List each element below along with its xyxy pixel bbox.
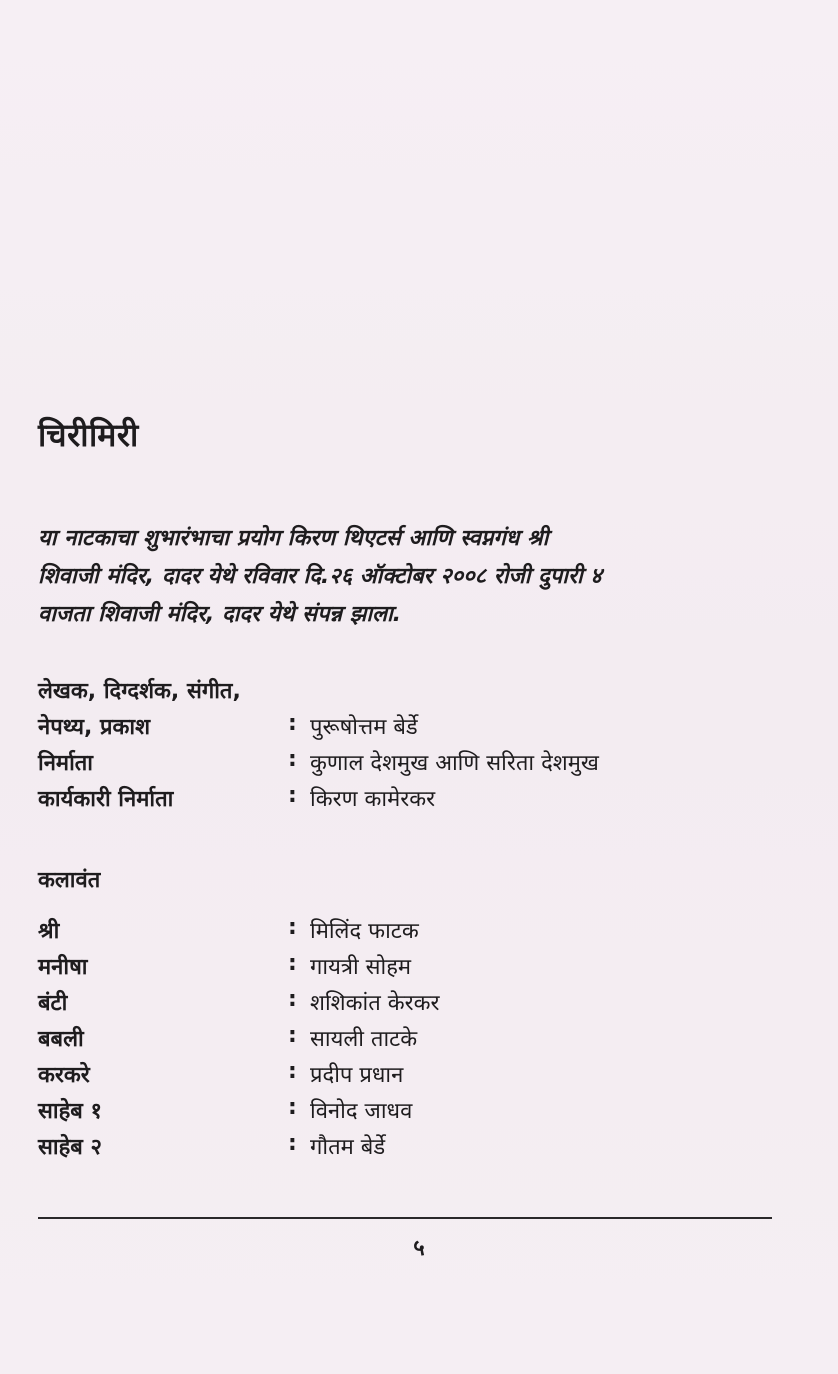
- premiere-note-line: शिवाजी मंदिर, दादर येथे रविवार दि.२६ ऑक्टोबर २००८ रोजी दुपारी ४: [38, 564, 602, 589]
- cast-role: मनीषा: [38, 955, 88, 980]
- cast-colon: :: [288, 987, 297, 1012]
- cast-heading: कलावंत: [38, 868, 101, 893]
- cast-colon: :: [288, 1095, 297, 1120]
- cast-colon: :: [288, 1059, 297, 1084]
- credit-colon: :: [288, 747, 297, 772]
- premiere-note-line: या नाटकाचा शुभारंभाचा प्रयोग किरण थिएटर्स आणि स्वप्नगंध श्री: [38, 526, 549, 551]
- cast-role: श्री: [38, 919, 60, 944]
- cast-row: [38, 915, 778, 951]
- cast-row: [38, 951, 778, 987]
- cast-row: [38, 1131, 778, 1167]
- credit-row: [38, 675, 778, 711]
- cast-row: [38, 1095, 778, 1131]
- credit-name: किरण कामेरकर: [310, 787, 436, 812]
- cast-actor: प्रदीप प्रधान: [310, 1063, 404, 1088]
- cast-role: बबली: [38, 1027, 84, 1052]
- credit-row: [38, 747, 778, 783]
- page-number: ५: [413, 1236, 425, 1261]
- credit-name: पुरूषोत्तम बेर्डे: [310, 715, 418, 740]
- credit-row: [38, 783, 778, 819]
- cast-colon: :: [288, 951, 297, 976]
- credit-role: लेखक, दिग्दर्शक, संगीत,: [38, 679, 241, 704]
- cast-role: साहेब १: [38, 1099, 102, 1124]
- credit-role: नेपथ्य, प्रकाश: [38, 715, 151, 740]
- cast-actor: गायत्री सोहम: [310, 955, 412, 980]
- credit-row: [38, 711, 778, 747]
- cast-colon: :: [288, 1023, 297, 1048]
- cast-row: [38, 987, 778, 1023]
- cast-row: [38, 1059, 778, 1095]
- credit-role: निर्माता: [38, 751, 94, 776]
- cast-colon: :: [288, 915, 297, 940]
- premiere-note: [38, 520, 778, 634]
- cast-colon: :: [288, 1131, 297, 1156]
- cast-actor: मिलिंद फाटक: [310, 919, 419, 944]
- cast-list: [38, 915, 778, 1167]
- credit-colon: :: [288, 783, 297, 808]
- cast-role: करकरे: [38, 1063, 90, 1088]
- cast-actor: सायली ताटके: [310, 1027, 418, 1052]
- cast-role: बंटी: [38, 991, 68, 1016]
- cast-actor: विनोद जाधव: [310, 1099, 413, 1124]
- credit-colon: :: [288, 711, 297, 736]
- footer-divider: [38, 1217, 772, 1219]
- play-title: चिरीमिरी: [38, 416, 139, 454]
- premiere-note-line: वाजता शिवाजी मंदिर, दादर येथे संपन्न झाला.: [38, 602, 402, 627]
- credit-name: कुणाल देशमुख आणि सरिता देशमुख: [310, 751, 599, 776]
- credits-list: [38, 675, 778, 819]
- cast-actor: शशिकांत केरकर: [310, 991, 440, 1016]
- cast-actor: गौतम बेर्डे: [310, 1135, 386, 1160]
- credit-role: कार्यकारी निर्माता: [38, 787, 174, 812]
- cast-role: साहेब २: [38, 1135, 102, 1160]
- cast-row: [38, 1023, 778, 1059]
